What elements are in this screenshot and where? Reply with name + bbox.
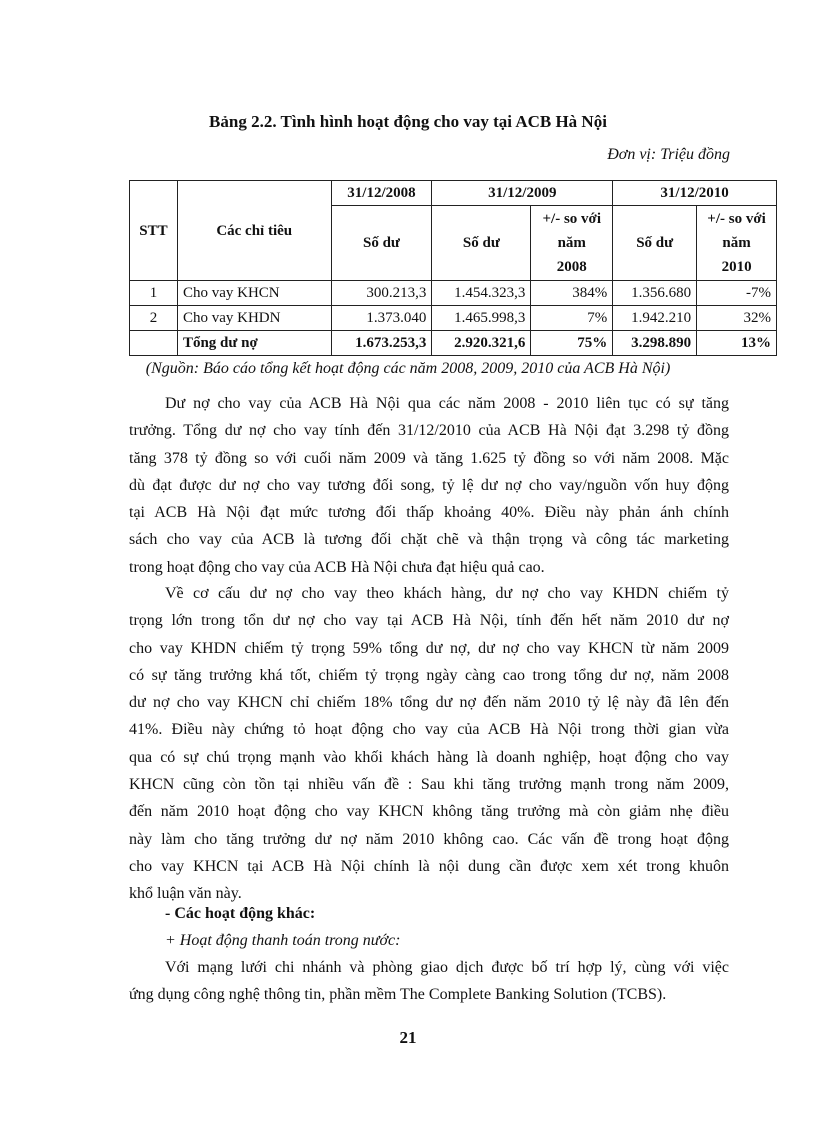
section-subheading: + Hoạt động thanh toán trong nước: xyxy=(165,932,401,949)
table-row xyxy=(130,306,777,331)
total-v2009: 2.920.321,6 xyxy=(432,331,531,356)
header-change-2009: +/- so với năm 2008 xyxy=(531,206,613,281)
header-so-du-2008: Số dư xyxy=(331,206,432,281)
paragraph-3: Với mạng lưới chi nhánh và phòng giao dịch được bố trí hợp lý, cùng với việc ứng dụng công nghệ thông tin, phần mềm The Complete Banking Solution (TCBS). xyxy=(129,959,729,1004)
row-c2010: -7% xyxy=(697,281,777,306)
row-name: Cho vay KHCN xyxy=(177,281,331,306)
row-c2009: 384% xyxy=(531,281,613,306)
header-2010: 31/12/2010 xyxy=(613,181,777,206)
total-row xyxy=(130,331,777,356)
header-2008: 31/12/2008 xyxy=(331,181,432,206)
header-chi-tieu: Các chỉ tiêu xyxy=(177,181,331,281)
loan-table xyxy=(129,180,777,356)
table-row xyxy=(130,281,777,306)
header-stt: STT xyxy=(130,181,178,281)
table-title: Bảng 2.2. Tình hình hoạt động cho vay tại ACB Hà Nội xyxy=(209,112,607,131)
header-change-2010: +/- so với năm 2010 xyxy=(697,206,777,281)
header-2009: 31/12/2009 xyxy=(432,181,613,206)
row-v2008: 300.213,3 xyxy=(331,281,432,306)
row-stt: 1 xyxy=(130,281,178,306)
row-v2009: 1.454.323,3 xyxy=(432,281,531,306)
total-v2010: 3.298.890 xyxy=(613,331,697,356)
unit-note: Đơn vị: Triệu đồng xyxy=(607,146,730,163)
total-c2009: 75% xyxy=(531,331,613,356)
total-stt xyxy=(130,331,178,356)
row-v2008: 1.373.040 xyxy=(331,306,432,331)
paragraph-2: Về cơ cấu dư nợ cho vay theo khách hàng, dư nợ cho vay KHDN chiếm tỷ trọng lớn trong tổn dư nợ cho vay tại ACB Hà Nội, tính đến hết năm 2010 dư nợ cho vay KHDN chiếm tỷ trọng 59% tổng dư nợ, dư nợ cho vay KHCN từ năm 2009 có sự tăng trưởng khá tốt, chiếm tỷ trọng ngày càng cao trong tổng dư nợ, năm 2008 dư nợ cho vay KHCN chỉ chiếm 18% tổng dư nợ đến năm 2010 tỷ lệ này đã lên đến 41%. Điều này chứng tỏ hoạt động cho vay của ACB Hà Nội trong thời gian vừa qua có sự chú trọng mạnh vào khối khách hàng là doanh nghiệp, hoạt động cho vay KHCN cũng còn tồn tại nhiều vấn đề : Sau khi tăng trưởng mạnh trong năm 2009, đến năm 2010 hoạt động cho vay KHCN không tăng trưởng mà còn giảm nhẹ điều này làm cho tăng trưởng dư nợ năm 2010 không cao. Các vấn đề trong hoạt động cho vay KHCN tại ACB Hà Nội chính là nội dung cần được xem xét trong khuôn khổ luận văn này. xyxy=(129,585,729,903)
total-name: Tổng dư nợ xyxy=(177,331,331,356)
source-note: (Nguồn: Báo cáo tổng kết hoạt động các năm 2008, 2009, 2010 của ACB Hà Nội) xyxy=(145,360,671,377)
paragraph-1: Dư nợ cho vay của ACB Hà Nội qua các năm 2008 - 2010 liên tục có sự tăng trưởng. Tổng dư nợ cho vay tính đến 31/12/2010 của ACB Hà Nội đạt 3.298 tỷ đồng tăng 378 tỷ đồng so với cuối năm 2009 và tăng 1.625 tỷ đồng so với năm 2008. Mặc dù đạt được dư nợ cho vay tương đối song, tỷ lệ dư nợ cho vay/nguồn vốn huy động tại ACB Hà Nội đạt mức tương đối thấp khoảng 40%. Điều này phản ánh chính sách cho vay của ACB là tương đối chặt chẽ và thận trọng và công tác marketing trong hoạt động cho vay của ACB Hà Nội chưa đạt hiệu quả cao. xyxy=(129,395,729,576)
section-heading: - Các hoạt động khác: xyxy=(165,905,316,922)
header-so-du-2009: Số dư xyxy=(432,206,531,281)
row-v2009: 1.465.998,3 xyxy=(432,306,531,331)
page-number: 21 xyxy=(399,1028,417,1047)
row-name: Cho vay KHDN xyxy=(177,306,331,331)
row-v2010: 1.356.680 xyxy=(613,281,697,306)
row-stt: 2 xyxy=(130,306,178,331)
header-so-du-2010: Số dư xyxy=(613,206,697,281)
row-c2010: 32% xyxy=(697,306,777,331)
row-c2009: 7% xyxy=(531,306,613,331)
row-v2010: 1.942.210 xyxy=(613,306,697,331)
total-c2010: 13% xyxy=(697,331,777,356)
total-v2008: 1.673.253,3 xyxy=(331,331,432,356)
